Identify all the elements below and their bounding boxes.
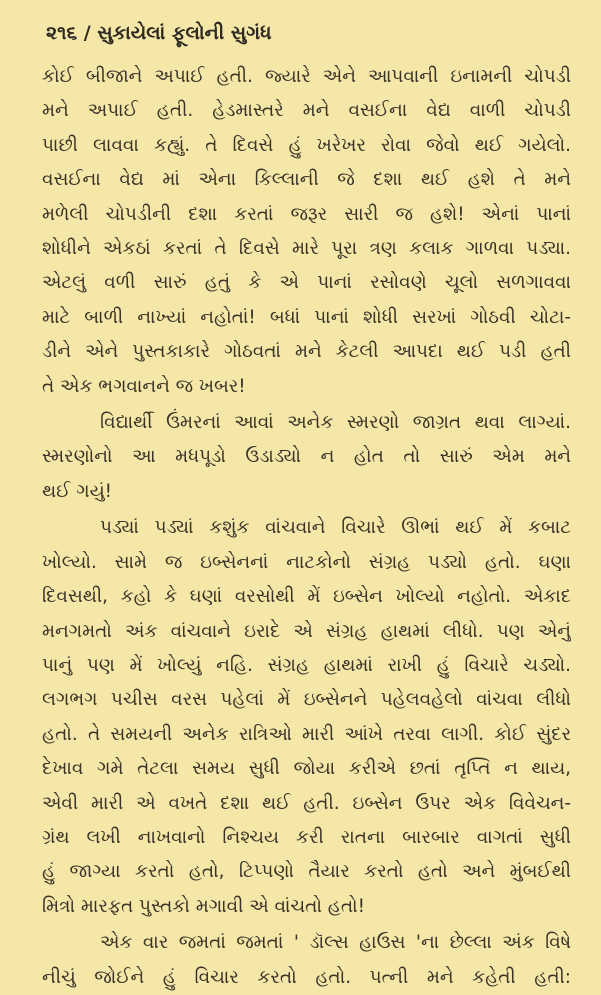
text-line: દિવસથી, કહો કે ઘણાં વરસોથી મેં ઇબ્સેન ખોલ્યો નહોતો. એકાદ <box>42 586 571 608</box>
text-line: કોઈ બીજાને અપાઈ હતી. જ્યારે એને આપવાની ઇનામની ચોપડી <box>42 66 571 87</box>
text-line: શોધીને એકઠાં કરતાં તે દિવસે મારે પૂરા ત્રણ કલાક ગાળવા પડ્યા. <box>42 238 571 260</box>
paragraph-1 <box>42 60 571 404</box>
text-line: સ્મરણોનો આ મધપૂડો ઉડાડ્યો ન હોત તો સારું એમ મને <box>42 446 571 468</box>
text-line: દેખાવ ગમે તેટલા સમય સુધી જોયા કરીએ છતાં તૃપ્તિ ન થાય, <box>42 758 571 780</box>
text-line: લગભગ પચીસ વરસ પહેલાં મેં ઇબ્સેનને પહેલવહેલો વાંચવા લીધો <box>42 689 571 711</box>
text-line: થઈ ગયું! <box>42 480 113 502</box>
text-line: મને અપાઈ હતી. હેડમાસ્તરે મને વસઈના વેદ્ય વાળી ચોપડી <box>42 100 571 122</box>
text-line: એટલું વળી સારું હતું કે એ પાનાં રસોવણે ચૂલો સળગાવવા <box>42 272 571 294</box>
text-line: હતો. તે સમયની અનેક રાત્રિઓ મારી આંખે તરવા લાગી. કોઈ સુંદર <box>42 723 571 745</box>
text-line: નીચું જોઈને હું વિચાર કરતો હતો. પત્ની મને કહેતી હતી: <box>42 966 571 988</box>
text-line: ખોલ્યો. સામે જ ઇબ્સેનનાં નાટકોનો સંગ્રહ પડ્યો હતો. ઘણા <box>42 551 571 573</box>
paragraph-4 <box>42 926 571 995</box>
text-line: મિત્રો મારફત પુસ્તકો મગાવી એ વાંચતો હતો! <box>42 895 365 917</box>
paragraph-2 <box>42 406 571 509</box>
page-header: ૨૧૬ / સુકાયેલાં ફૂલોની સુગંધ <box>46 22 272 44</box>
text-line: પાનું પણ મેં ખોલ્યું નહિ. સંગ્રહ હાથમાં રાખી હું વિચારે ચડ્યો. <box>42 654 571 676</box>
text-line: ગ્રંથ લખી નાખવાનો નિશ્ચય કરી રાતના બારબાર વાગતાં સુધી <box>42 826 571 848</box>
text-line: હું જાગ્યા કરતો હતો, ટિપ્પણો તૈયાર કરતો હતો અને મુંબઈથી <box>42 861 571 883</box>
text-line: વસઈના વેદ્ય માં એના કિલ્લાની જે દશા થઈ હશે તે મને <box>42 169 571 191</box>
text-line: મળેલી ચોપડીની દશા કરતાં જરૂર સારી જ હશે! એનાં પાનાં <box>42 203 571 225</box>
text-line: એવી મારી એ વખતે દશા થઈ હતી. ઇબ્સેન ઉપર એક વિવેચન- <box>42 792 571 814</box>
paragraph-3 <box>42 511 571 924</box>
text-line: માટે બાળી નાખ્યાં નહોતાં! બધાં પાનાં શોધી સરખાં ગોઠવી ચોટા- <box>42 306 571 328</box>
text-line: તે એક ભગવાનને જ ખબર! <box>42 375 246 397</box>
text-line: પાછી લાવવા કહ્યું. તે દિવસે હું ખરેખર રોવા જેવો થઈ ગયેલો. <box>42 134 571 156</box>
text-line: મનગમતો અંક વાંચવાને ઇરાદે એ સંગ્રહ હાથમાં લીધો. પણ એનું <box>42 620 571 642</box>
text-line: એક વાર જમતાં જમતાં ' ડૉલ્સ હાઉસ 'ના છેલ્લા અંક વિષે <box>100 932 571 954</box>
text-line: ડીને એને પુસ્તકાકારે ગોઠવતાં મને કેટલી આપદા થઈ પડી હતી <box>42 341 571 363</box>
text-line: વિદ્યાર્થી ઉંમરનાં આવાં અનેક સ્મરણો જાગ્રત થવા લાગ્યાં. <box>100 412 571 434</box>
text-line: પડ્યાં પડ્યાં કશુંક વાંચવાને વિચારે ઊભાં થઈ મેં કબાટ <box>100 517 571 539</box>
